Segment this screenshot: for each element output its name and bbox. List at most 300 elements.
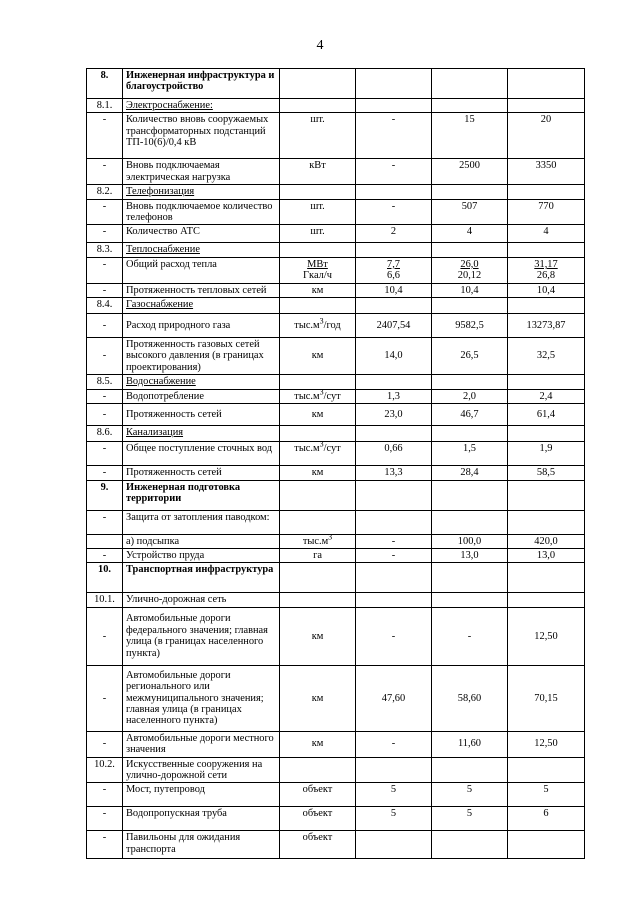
- row-name: [123, 783, 280, 807]
- value-v3: [508, 225, 585, 243]
- unit-text: шт.: [310, 226, 325, 238]
- value-v3: [508, 548, 585, 562]
- value-v1: [356, 563, 432, 593]
- table-row: [87, 480, 585, 510]
- value-v3: [508, 314, 585, 338]
- value-v2: [432, 757, 508, 783]
- value-v2: [432, 442, 508, 466]
- table-row: [87, 510, 585, 534]
- value-v3: [508, 807, 585, 831]
- row-unit: [280, 375, 356, 389]
- unit-text: км: [311, 408, 324, 420]
- row-number: 9.: [87, 480, 123, 510]
- value-text: -: [391, 549, 396, 561]
- table-row: [87, 159, 585, 185]
- row-name-text: Автомобильные дороги федерального значения; главная улица (в границах населенного пункта): [126, 613, 268, 659]
- row-name: [123, 731, 280, 757]
- table-row: [87, 404, 585, 426]
- value-v3: [508, 466, 585, 480]
- row-unit: [280, 439, 356, 466]
- row-unit: [280, 243, 356, 257]
- value-text: 770: [538, 200, 554, 212]
- value-v2: [432, 783, 508, 807]
- row-name: [123, 257, 280, 283]
- row-name-text: Протяженность газовых сетей высокого давления (в границах проектирования): [126, 339, 264, 373]
- value-v1: [356, 466, 432, 480]
- value-v3: [508, 442, 585, 466]
- value-v3: [508, 99, 585, 113]
- value-top: 26,0: [460, 258, 479, 270]
- table-row: [87, 283, 585, 297]
- value-v1: [356, 783, 432, 807]
- row-unit: [280, 298, 356, 314]
- row-name: [123, 314, 280, 338]
- row-number: -: [87, 807, 123, 831]
- value-v3: [508, 831, 585, 859]
- value-v2: [432, 548, 508, 562]
- row-number: -: [87, 783, 123, 807]
- row-name-text: Водопотребление: [126, 390, 204, 402]
- value-text: 10,4: [460, 284, 479, 296]
- row-number: -: [87, 338, 123, 375]
- value-v3: [508, 480, 585, 510]
- row-number: -: [87, 389, 123, 403]
- table-row: [87, 69, 585, 99]
- row-name-text: Канализация: [126, 427, 184, 439]
- row-name-text: Протяженность тепловых сетей: [126, 284, 267, 296]
- row-number: -: [87, 225, 123, 243]
- row-unit: [280, 199, 356, 225]
- row-name-text: Водоснабжение: [126, 376, 196, 388]
- row-number: 10.2.: [87, 757, 123, 783]
- table-row: [87, 113, 585, 159]
- table-row: [87, 665, 585, 731]
- value-v1: [356, 607, 432, 665]
- value-text: 1,3: [387, 390, 400, 402]
- unit-tail: /сут: [323, 390, 341, 402]
- value-text: 13,0: [536, 549, 556, 561]
- unit-text: км: [311, 738, 324, 750]
- value-v1: [356, 185, 432, 199]
- row-unit: [280, 807, 356, 831]
- unit-sup: 3: [319, 387, 324, 397]
- row-number: -: [87, 466, 123, 480]
- row-name-text: Расход природного газа: [126, 319, 231, 331]
- row-unit: [280, 534, 356, 548]
- value-v1: [356, 831, 432, 859]
- row-number: 8.2.: [87, 185, 123, 199]
- row-name: [123, 159, 280, 185]
- row-number: -: [87, 831, 123, 859]
- row-unit: [280, 757, 356, 783]
- unit-text: км: [311, 350, 324, 362]
- value-v3: [508, 731, 585, 757]
- value-text: 5: [390, 808, 397, 820]
- table-row: [87, 199, 585, 225]
- value-v3: [508, 69, 585, 99]
- value-text: 20: [540, 114, 552, 126]
- row-unit: [280, 338, 356, 375]
- table-row: [87, 225, 585, 243]
- value-text: 13,3: [384, 467, 403, 479]
- value-v2: [432, 466, 508, 480]
- row-name: [123, 298, 280, 314]
- value-v2: [432, 298, 508, 314]
- value-v1: [356, 225, 432, 243]
- row-number: -: [87, 159, 123, 185]
- value-v3: [508, 783, 585, 807]
- row-name-text: Водопропускная труба: [126, 808, 227, 820]
- row-unit: [280, 563, 356, 593]
- value-v3: [508, 510, 585, 534]
- row-name: [123, 283, 280, 297]
- value-text: 5: [466, 808, 473, 820]
- value-bottom: 20,12: [457, 270, 482, 282]
- value-v1: [356, 69, 432, 99]
- value-v3: [508, 113, 585, 159]
- unit-tail: /сут: [323, 443, 341, 455]
- row-name: [123, 404, 280, 426]
- value-v2: [432, 831, 508, 859]
- value-text: 5: [543, 784, 549, 796]
- table-row: [87, 338, 585, 375]
- value-v3: [508, 534, 585, 548]
- row-name: [123, 243, 280, 257]
- table-row: [87, 731, 585, 757]
- value-text: -: [391, 114, 396, 126]
- row-name: [123, 375, 280, 389]
- value-text: 9582,5: [455, 319, 484, 331]
- row-name: [123, 466, 280, 480]
- row-unit: [280, 159, 356, 185]
- value-text: 100,0: [457, 535, 482, 547]
- value-text: -: [391, 200, 396, 212]
- row-number: -: [87, 665, 123, 731]
- row-name: [123, 338, 280, 375]
- table-row: [87, 389, 585, 403]
- value-v2: [432, 69, 508, 99]
- value-text: 5: [466, 784, 473, 796]
- row-name: [123, 665, 280, 731]
- value-v3: [508, 257, 585, 283]
- row-name: [123, 69, 280, 99]
- value-text: 6: [543, 808, 549, 820]
- table-row: [87, 243, 585, 257]
- value-v1: [356, 99, 432, 113]
- row-name-text: Улично-дорожная сеть: [126, 594, 227, 606]
- value-top: 7,7: [387, 258, 400, 270]
- row-unit: [280, 731, 356, 757]
- row-name-text: Газоснабжение: [126, 299, 194, 311]
- value-text: 3350: [535, 160, 557, 172]
- value-v2: [432, 375, 508, 389]
- value-v1: [356, 593, 432, 607]
- value-text: 5: [390, 784, 397, 796]
- value-v1: [356, 113, 432, 159]
- value-v2: [432, 607, 508, 665]
- row-name-text: Протяженность сетей: [126, 408, 222, 420]
- page-number: 4: [316, 38, 324, 53]
- value-v2: [432, 199, 508, 225]
- row-unit: [280, 99, 356, 113]
- table-row: [87, 593, 585, 607]
- table-row: [87, 831, 585, 859]
- row-name: [123, 757, 280, 783]
- value-v1: [356, 510, 432, 534]
- value-text: -: [391, 630, 396, 642]
- value-v2: [432, 563, 508, 593]
- value-v2: [432, 225, 508, 243]
- value-text: 32,5: [536, 350, 556, 362]
- unit-base: тыс.м: [294, 319, 320, 331]
- row-unit: [280, 389, 356, 403]
- row-number: 8.4.: [87, 298, 123, 314]
- value-v3: [508, 375, 585, 389]
- row-unit: [280, 466, 356, 480]
- row-unit: [280, 404, 356, 426]
- value-bottom: 26,8: [536, 270, 556, 282]
- value-text: 23,0: [384, 408, 403, 420]
- value-v2: [432, 338, 508, 375]
- row-unit: [280, 426, 356, 442]
- table-row: [87, 534, 585, 548]
- value-v2: [432, 99, 508, 113]
- value-v3: [508, 185, 585, 199]
- unit-text: кВт: [309, 160, 326, 172]
- row-number: 10.1.: [87, 593, 123, 607]
- value-v3: [508, 283, 585, 297]
- value-v2: [432, 113, 508, 159]
- value-v1: [356, 404, 432, 426]
- row-name-text: Количество АТС: [126, 226, 200, 238]
- row-name: [123, 426, 280, 442]
- value-text: 70,15: [534, 692, 558, 704]
- row-name: [123, 199, 280, 225]
- value-text: 10,4: [536, 284, 556, 296]
- value-v3: [508, 199, 585, 225]
- value-v2: [432, 283, 508, 297]
- table-row: [87, 442, 585, 466]
- unit-text: объект: [302, 832, 333, 844]
- table-row: [87, 807, 585, 831]
- value-v2: [432, 665, 508, 731]
- row-name: [123, 480, 280, 510]
- value-text: 13,0: [460, 549, 479, 561]
- row-name-text: Инженерная инфраструктура и благоустройство: [126, 70, 275, 93]
- value-v2: [432, 314, 508, 338]
- table-row: [87, 563, 585, 593]
- value-text: 58,60: [457, 692, 482, 704]
- row-number: 8.1.: [87, 99, 123, 113]
- table-row: [87, 185, 585, 199]
- row-number: -: [87, 548, 123, 562]
- value-v2: [432, 534, 508, 548]
- value-v3: [508, 338, 585, 375]
- value-text: 47,60: [381, 692, 406, 704]
- row-name-text: Защита от затопления паводком:: [126, 511, 270, 523]
- table-row: [87, 375, 585, 389]
- indicators-table: [86, 68, 585, 859]
- value-text: 1,5: [463, 443, 476, 455]
- row-name: [123, 534, 280, 548]
- row-number: -: [87, 257, 123, 283]
- value-text: 28,4: [460, 467, 479, 479]
- unit-base: тыс.м: [294, 443, 320, 455]
- row-name-text: Инженерная подготовка территории: [126, 481, 241, 504]
- value-v1: [356, 534, 432, 548]
- row-number: -: [87, 607, 123, 665]
- unit-base: тыс.м: [294, 390, 320, 402]
- value-text: 4: [543, 226, 549, 238]
- row-name: [123, 548, 280, 562]
- value-text: 61,4: [536, 408, 556, 420]
- row-number: 10.: [87, 563, 123, 593]
- row-name: [123, 99, 280, 113]
- value-v3: [508, 426, 585, 442]
- row-name-text: Устройство пруда: [126, 549, 205, 561]
- value-text: 10,4: [384, 284, 403, 296]
- value-v2: [432, 404, 508, 426]
- value-v3: [508, 298, 585, 314]
- value-text: -: [467, 630, 472, 642]
- row-name-text: Автомобильные дороги регионального или межмуниципального значения; главная улица (в границах населенного пункта): [126, 669, 264, 727]
- row-number: 8.6.: [87, 426, 123, 442]
- row-unit: [280, 314, 356, 338]
- row-name: [123, 442, 280, 466]
- value-v1: [356, 243, 432, 257]
- value-text: 4: [466, 226, 473, 238]
- row-unit: [280, 783, 356, 807]
- row-name: [123, 185, 280, 199]
- unit-text: км: [311, 692, 324, 704]
- value-v2: [432, 510, 508, 534]
- table-row: [87, 257, 585, 283]
- row-number: -: [87, 510, 123, 534]
- row-name-text: Общий расход тепла: [126, 258, 217, 270]
- row-number: 8.5.: [87, 375, 123, 389]
- row-unit: [280, 607, 356, 665]
- value-v3: [508, 563, 585, 593]
- value-v1: [356, 548, 432, 562]
- value-v3: [508, 404, 585, 426]
- row-number: -: [87, 283, 123, 297]
- value-v2: [432, 257, 508, 283]
- row-number: 8.: [87, 69, 123, 99]
- row-name-text: Телефонизация: [126, 186, 195, 198]
- row-unit: [280, 593, 356, 607]
- table-row: [87, 426, 585, 442]
- table-row: [87, 548, 585, 562]
- value-v3: [508, 607, 585, 665]
- row-name-text: Павильоны для ожидания транспорта: [126, 832, 241, 855]
- row-unit: [280, 831, 356, 859]
- value-v2: [432, 731, 508, 757]
- unit-sup: 3: [319, 439, 324, 449]
- row-number: -: [87, 113, 123, 159]
- value-text: 26,5: [460, 350, 479, 362]
- value-text: 2,4: [539, 390, 553, 402]
- value-v3: [508, 757, 585, 783]
- value-text: 12,50: [534, 738, 558, 750]
- value-v2: [432, 389, 508, 403]
- row-name-text: Транспортная инфраструктура: [126, 564, 274, 576]
- unit-tail: /год: [323, 319, 341, 331]
- row-name: [123, 563, 280, 593]
- value-v2: [432, 426, 508, 442]
- value-v3: [508, 389, 585, 403]
- row-name-text: Количество вновь сооружаемых трансформаторных подстанций ТП-10(6)/0,4 кВ: [126, 114, 269, 149]
- value-v1: [356, 480, 432, 510]
- row-name: [123, 225, 280, 243]
- unit-bottom: Гкал/ч: [303, 270, 332, 282]
- value-v2: [432, 185, 508, 199]
- unit-sup: 3: [328, 532, 333, 542]
- value-v2: [432, 593, 508, 607]
- value-v1: [356, 665, 432, 731]
- value-v1: [356, 731, 432, 757]
- value-v3: [508, 593, 585, 607]
- row-unit: [280, 185, 356, 199]
- unit-text: шт.: [310, 200, 325, 212]
- row-name-text: Общее поступление сточных вод: [126, 443, 273, 455]
- unit-text: га: [313, 549, 322, 561]
- row-number: [87, 534, 123, 548]
- unit-text: км: [311, 284, 324, 296]
- value-v2: [432, 807, 508, 831]
- row-name: [123, 113, 280, 159]
- value-v1: [356, 283, 432, 297]
- value-v1: [356, 375, 432, 389]
- row-unit: [280, 225, 356, 243]
- value-text: 1,9: [539, 443, 553, 455]
- value-v1: [356, 338, 432, 375]
- row-name-text: а) подсыпка: [126, 535, 180, 547]
- value-text: 12,50: [534, 630, 558, 642]
- unit-text: объект: [302, 808, 333, 820]
- value-text: 2500: [459, 160, 480, 172]
- row-unit: [280, 480, 356, 510]
- row-unit: [280, 69, 356, 99]
- table-row: [87, 607, 585, 665]
- row-name: [123, 831, 280, 859]
- table-row: [87, 783, 585, 807]
- row-name-text: Вновь подключаемая электрическая нагрузка: [126, 160, 231, 183]
- value-text: -: [391, 535, 396, 547]
- value-text: 2,0: [463, 390, 476, 402]
- table-row: [87, 298, 585, 314]
- table-row: [87, 466, 585, 480]
- table-row: [87, 757, 585, 783]
- value-text: 507: [461, 200, 478, 212]
- value-v2: [432, 480, 508, 510]
- value-v1: [356, 426, 432, 442]
- value-text: 13273,87: [526, 319, 566, 331]
- row-number: -: [87, 199, 123, 225]
- row-unit: [280, 548, 356, 562]
- row-unit: [280, 257, 356, 283]
- unit-base: тыс.м: [302, 535, 329, 547]
- value-v3: [508, 665, 585, 731]
- value-text: 46,7: [460, 408, 479, 420]
- row-name: [123, 607, 280, 665]
- row-name-text: Автомобильные дороги местного значения: [126, 732, 274, 756]
- unit-sup: 3: [319, 316, 324, 326]
- value-text: 420,0: [534, 535, 558, 547]
- value-bottom: 6,6: [387, 270, 400, 282]
- unit-text: шт.: [310, 114, 325, 126]
- value-v1: [356, 807, 432, 831]
- unit-top: МВт: [307, 258, 328, 270]
